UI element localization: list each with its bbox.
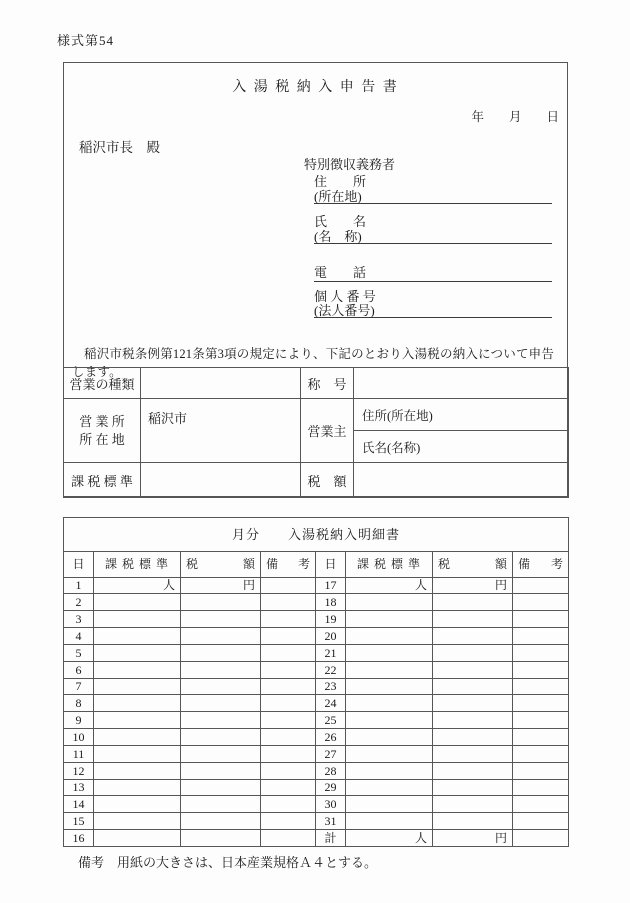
detail-cell (261, 830, 316, 847)
detail-cell (513, 628, 569, 645)
detail-cell: 8 (64, 695, 94, 712)
detail-cell: 7 (64, 678, 94, 695)
detail-cell (261, 729, 316, 746)
detail-table (63, 517, 569, 847)
detail-cell (181, 729, 261, 746)
detail-cell (346, 678, 433, 695)
payer-address-field (314, 174, 552, 204)
detail-cell: 22 (316, 661, 346, 678)
detail-cell (94, 678, 181, 695)
owner-address-label: 住所(所在地) (354, 399, 569, 431)
detail-cell: 15 (64, 813, 94, 830)
detail-cell (261, 745, 316, 762)
detail-cell (346, 779, 433, 796)
detail-cell: 円 (181, 577, 261, 594)
payer-heading: 特別徴収義務者 (304, 157, 396, 172)
detail-cell (513, 678, 569, 695)
date-line: 年 月 日 (471, 110, 559, 124)
owner-label: 営業主 (301, 399, 354, 463)
detail-cell (433, 644, 513, 661)
detail-cell (433, 796, 513, 813)
detail-row (64, 695, 569, 712)
tax-base-value (141, 463, 301, 498)
detail-cell (181, 628, 261, 645)
declaration-title: 入 湯 税 納 入 申 告 書 (232, 80, 399, 95)
detail-cell (433, 695, 513, 712)
tax-amount-label: 税 額 (301, 463, 354, 498)
detail-cell: 5 (64, 644, 94, 661)
declaration-statement: 稲沢市税条例第121条第3項の規定により、下記のとおり入湯税の納入について申告します。 (72, 347, 555, 379)
detail-cell (346, 796, 433, 813)
detail-cell: 4 (64, 628, 94, 645)
detail-cell (181, 796, 261, 813)
detail-row (64, 762, 569, 779)
trade-name-value (354, 368, 569, 399)
detail-cell (513, 729, 569, 746)
payer-number-label: 個 人 番 号 (314, 289, 376, 304)
summary-table (63, 367, 569, 498)
detail-cell (94, 779, 181, 796)
detail-cell (433, 813, 513, 830)
detail-row (64, 611, 569, 628)
summary-row-office (64, 399, 569, 431)
detail-cell: 円 (433, 577, 513, 594)
detail-cell (181, 661, 261, 678)
detail-cell: 31 (316, 813, 346, 830)
detail-cell (261, 577, 316, 594)
detail-cell (261, 762, 316, 779)
detail-cell (433, 712, 513, 729)
detail-title: 月分 入湯税納入明細書 (64, 518, 569, 552)
detail-cell (94, 830, 181, 847)
owner-name-label: 氏名(名称) (354, 431, 569, 463)
detail-cell: 14 (64, 796, 94, 813)
detail-header-row (64, 551, 569, 577)
payer-address-sublabel: (所在地) (314, 189, 362, 204)
tax-amount-value (354, 463, 569, 498)
detail-cell: 21 (316, 644, 346, 661)
header-base-right: 課 税 標 準 (346, 551, 433, 577)
business-type-value (141, 368, 301, 399)
detail-cell (261, 813, 316, 830)
detail-cell (513, 745, 569, 762)
detail-cell (261, 644, 316, 661)
detail-row (64, 745, 569, 762)
detail-cell (181, 779, 261, 796)
detail-cell: 24 (316, 695, 346, 712)
detail-cell: 2 (64, 594, 94, 611)
detail-cell (261, 712, 316, 729)
detail-cell: 13 (64, 779, 94, 796)
detail-cell (94, 594, 181, 611)
detail-cell (433, 678, 513, 695)
detail-title-row (64, 518, 569, 552)
detail-cell (181, 611, 261, 628)
header-note-right: 備 考 (513, 551, 569, 577)
header-amount-right: 税 額 (433, 551, 513, 577)
detail-row (64, 661, 569, 678)
detail-cell (181, 762, 261, 779)
detail-cell: 10 (64, 729, 94, 746)
detail-cell: 28 (316, 762, 346, 779)
detail-cell (181, 594, 261, 611)
detail-cell (513, 695, 569, 712)
header-amount-left: 税 額 (181, 551, 261, 577)
detail-cell (513, 611, 569, 628)
detail-row (64, 813, 569, 830)
detail-cell (181, 712, 261, 729)
detail-cell (433, 611, 513, 628)
detail-cell (513, 796, 569, 813)
detail-row (64, 796, 569, 813)
detail-cell: 3 (64, 611, 94, 628)
detail-cell: 9 (64, 712, 94, 729)
detail-cell: 27 (316, 745, 346, 762)
detail-cell (513, 779, 569, 796)
detail-cell (346, 712, 433, 729)
detail-cell (261, 661, 316, 678)
detail-cell (181, 695, 261, 712)
detail-cell (181, 830, 261, 847)
detail-row (64, 712, 569, 729)
detail-cell: 人 (94, 577, 181, 594)
detail-row (64, 644, 569, 661)
detail-cell (94, 611, 181, 628)
detail-cell (433, 762, 513, 779)
detail-cell: 30 (316, 796, 346, 813)
payer-phone-label: 電 話 (314, 265, 367, 280)
form-number: 様式第54 (57, 33, 115, 48)
detail-cell (94, 762, 181, 779)
detail-cell: 25 (316, 712, 346, 729)
detail-cell: 19 (316, 611, 346, 628)
addressee: 稲沢市長 殿 (79, 140, 160, 155)
detail-cell (346, 695, 433, 712)
detail-cell: 12 (64, 762, 94, 779)
detail-cell (513, 577, 569, 594)
detail-cell (261, 678, 316, 695)
detail-cell: 人 (346, 577, 433, 594)
detail-cell (513, 594, 569, 611)
detail-cell: 1 (64, 577, 94, 594)
detail-cell (94, 729, 181, 746)
detail-cell (261, 594, 316, 611)
header-base-left: 課 税 標 準 (94, 551, 181, 577)
detail-cell (346, 745, 433, 762)
detail-cell (94, 695, 181, 712)
detail-rows (64, 577, 569, 846)
detail-cell (433, 628, 513, 645)
header-day-right: 日 (316, 551, 346, 577)
detail-cell (94, 644, 181, 661)
detail-cell: 11 (64, 745, 94, 762)
payer-address-label: 住 所 (314, 174, 367, 189)
detail-cell: 18 (316, 594, 346, 611)
payer-phone-field (314, 263, 552, 282)
detail-cell: 23 (316, 678, 346, 695)
detail-cell (346, 644, 433, 661)
detail-cell (433, 594, 513, 611)
payer-number-field (314, 290, 552, 318)
detail-cell (513, 813, 569, 830)
header-note-left: 備 考 (261, 551, 316, 577)
detail-cell: 円 (433, 830, 513, 847)
office-location-label: 営 業 所 所 在 地 (64, 399, 141, 463)
summary-row-tax (64, 463, 569, 498)
detail-row (64, 830, 569, 847)
detail-cell (261, 611, 316, 628)
detail-cell (513, 644, 569, 661)
detail-row (64, 594, 569, 611)
detail-cell (94, 813, 181, 830)
detail-cell (346, 628, 433, 645)
detail-cell (433, 779, 513, 796)
payer-name-sublabel: (名 称) (314, 229, 362, 244)
detail-cell (346, 762, 433, 779)
detail-cell: 人 (346, 830, 433, 847)
office-location-value: 稲沢市 (141, 399, 301, 463)
detail-cell (433, 745, 513, 762)
trade-name-label: 称 号 (301, 368, 354, 399)
detail-cell: 29 (316, 779, 346, 796)
detail-cell (433, 729, 513, 746)
detail-cell (513, 762, 569, 779)
detail-row (64, 729, 569, 746)
detail-cell (513, 661, 569, 678)
detail-cell (513, 830, 569, 847)
detail-cell (181, 644, 261, 661)
detail-cell (181, 745, 261, 762)
detail-cell: 16 (64, 830, 94, 847)
business-type-label: 営業の種類 (64, 368, 141, 399)
detail-cell (261, 628, 316, 645)
detail-cell (181, 678, 261, 695)
detail-cell (346, 661, 433, 678)
detail-cell (261, 779, 316, 796)
detail-cell (346, 611, 433, 628)
detail-row (64, 678, 569, 695)
summary-row-business (64, 368, 569, 399)
detail-cell (94, 628, 181, 645)
detail-row (64, 779, 569, 796)
detail-cell (94, 796, 181, 813)
detail-row (64, 628, 569, 645)
detail-cell: 26 (316, 729, 346, 746)
detail-cell (433, 661, 513, 678)
detail-cell (346, 594, 433, 611)
tax-base-label: 課 税 標 準 (64, 463, 141, 498)
header-day-left: 日 (64, 551, 94, 577)
detail-cell (181, 813, 261, 830)
detail-cell (346, 813, 433, 830)
page-note: 備考 用紙の大きさは、日本産業規格Ａ４とする。 (78, 855, 378, 870)
detail-cell (261, 796, 316, 813)
detail-cell: 計 (316, 830, 346, 847)
detail-row (64, 577, 569, 594)
payer-name-label: 氏 名 (314, 214, 367, 229)
detail-cell (94, 661, 181, 678)
detail-cell (513, 712, 569, 729)
detail-cell (346, 729, 433, 746)
detail-cell (94, 745, 181, 762)
detail-cell: 20 (316, 628, 346, 645)
payer-name-field (314, 214, 552, 244)
detail-cell (261, 695, 316, 712)
detail-cell: 17 (316, 577, 346, 594)
detail-cell: 6 (64, 661, 94, 678)
detail-cell (94, 712, 181, 729)
payer-number-sublabel: (法人番号) (314, 303, 375, 318)
